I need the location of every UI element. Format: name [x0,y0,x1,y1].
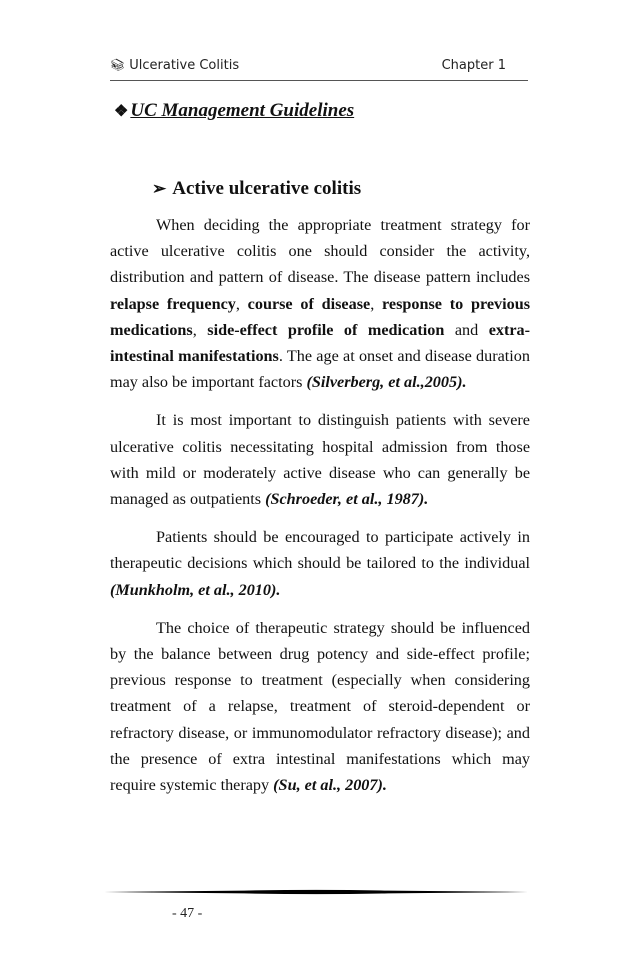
bold-term: extra-intestinal manifestations [110,320,531,366]
citation: (Su, et al., 2007). [273,776,387,795]
page-header [110,56,528,78]
citation: (Schroeder, et al., 1987). [265,490,429,509]
citation: (Munkholm, et al., 2010). [110,580,281,599]
text-run: Patients should be encouraged to participate actively in therapeutic decisions which should be tailored to the individual [110,528,530,573]
subsection-heading [152,178,361,200]
text-run: . The age at onset and disease duration may also be important factors [110,347,530,392]
paragraph [110,524,530,603]
citation: (Silverberg, et al.,2005). [306,373,467,392]
bold-term: relapse frequency [110,294,236,313]
text-run: It is most important to distinguish patients with severe ulcerative colitis necessitating hospital admission from those with mild or moderately active disease who can generally be managed as outpatients [110,411,530,509]
bold-term: course of disease [247,294,371,313]
text-run: The choice of therapeutic strategy should be influenced by the balance between drug potency and side-effect profile; previous response to treatment (especially when considering treatment of a relapse, treatment of steroid-dependent or refractory disease, or immunomodulator refractory disease); and the presence of extra intestinal manifestations which may require systemic therapy [110,618,530,795]
diamond-bullet-icon: ❖ [114,103,129,120]
subsection-title-text: Active ulcerative colitis [172,178,362,199]
header-title: Ulcerative Colitis [129,58,240,73]
text-run: When deciding the appropriate treatment strategy for active ulcerative colitis one should consider the activity, distribution and pattern of disease. The disease pattern includes [110,216,530,287]
text-run: and [444,320,489,339]
page-number: - 47 - [172,906,203,921]
book-stack-icon: 📚︎ [110,58,126,72]
text-run: , [370,294,382,313]
section-heading [114,100,354,122]
paragraph [110,407,530,512]
header-divider [110,80,528,81]
header-left [110,58,239,73]
arrow-bullet-icon: ➢ [152,179,167,198]
bold-term: response to previous medications [110,294,531,339]
footer-divider [104,889,528,895]
paragraph [110,212,530,395]
bold-term: side-effect profile of medication [207,320,445,339]
paragraph [110,615,530,798]
section-title-text: UC Management Guidelines [130,100,355,121]
text-run: , [192,320,208,339]
header-chapter: Chapter 1 [441,58,506,73]
body-text [110,212,530,810]
text-run: , [235,294,248,313]
